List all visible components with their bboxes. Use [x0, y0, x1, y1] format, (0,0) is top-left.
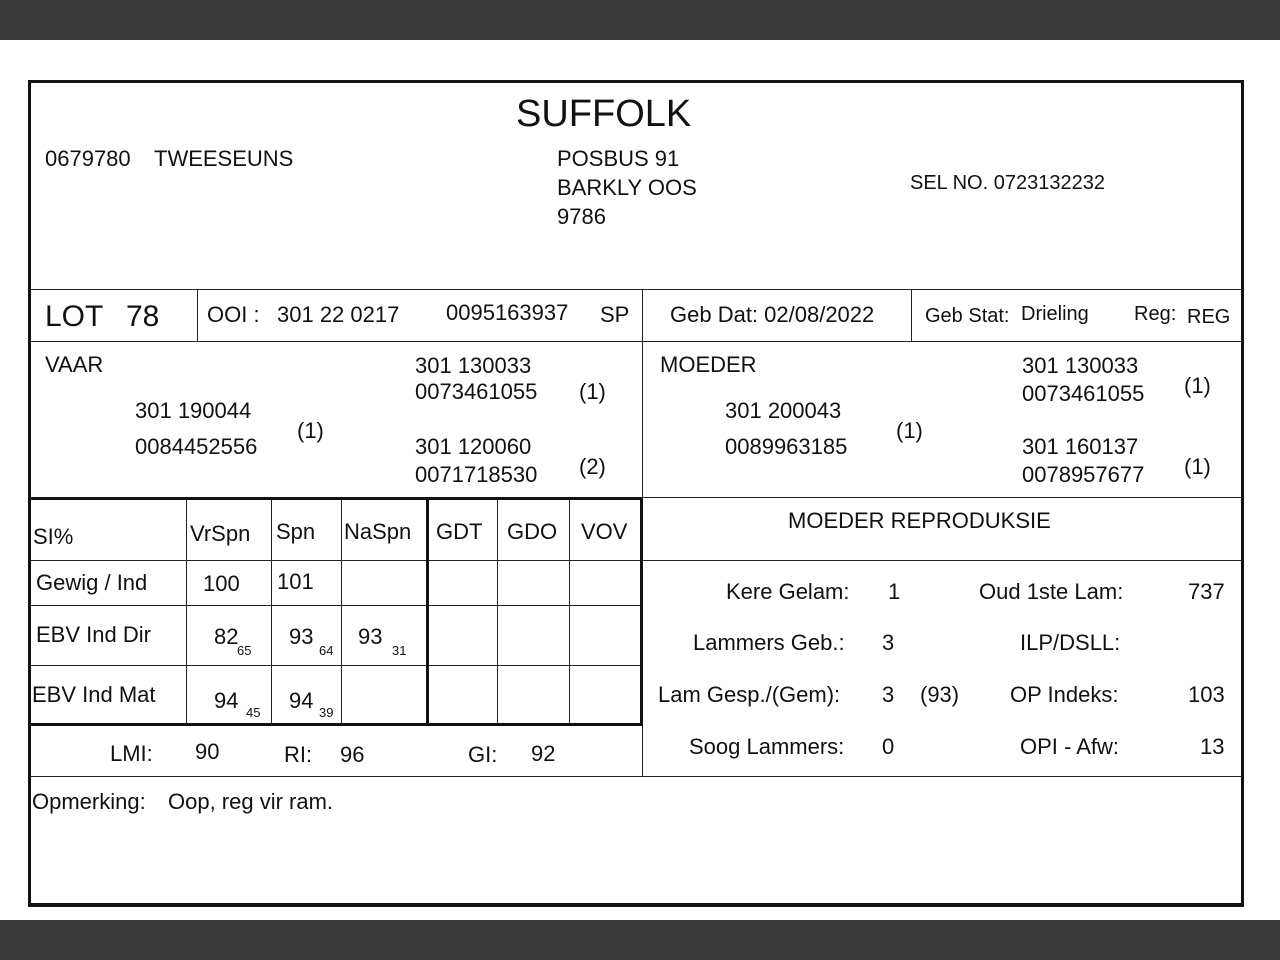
perf-col-gdo [497, 499, 498, 724]
perf-col-vrspn [186, 499, 187, 724]
ooi-label: OOI : [207, 302, 260, 327]
header-spn: Spn [276, 519, 316, 544]
repro-top [642, 497, 1241, 498]
soog-value: 0 [882, 734, 895, 759]
dam-id: 301 200043 [725, 398, 842, 423]
ebv-dir-naspn-acc: 31 [392, 643, 407, 658]
header-vov: VOV [581, 519, 628, 544]
ebv-mat-vrspn-acc: 45 [246, 705, 261, 720]
sire-id: 301 190044 [135, 398, 252, 423]
op-value: 103 [1188, 682, 1225, 707]
dam-number: 0089963185 [725, 434, 848, 459]
sire-sire-count: (1) [579, 379, 606, 404]
oud-label: Oud 1ste Lam: [979, 579, 1124, 604]
reg-label: Reg: [1134, 303, 1177, 325]
lammers-geb-value: 3 [882, 630, 895, 655]
row-label-ebv-dir: EBV Ind Dir [36, 622, 151, 647]
address-line-3: 9786 [557, 204, 606, 229]
header-si: SI% [33, 524, 74, 549]
row-label-ebv-mat: EBV Ind Mat [32, 682, 156, 707]
vaar-label: VAAR [45, 352, 104, 377]
dam-sire-number: 0073461055 [1022, 381, 1145, 406]
dam-dam-id: 301 160137 [1022, 434, 1139, 459]
lot-label: LOT [45, 300, 104, 333]
perf-row1-divider [31, 605, 642, 606]
oud-value: 737 [1188, 579, 1225, 604]
ebv-mat-spn: 94 [289, 688, 314, 713]
lmi-value: 90 [195, 739, 220, 764]
soog-label: Soog Lammers: [689, 734, 845, 759]
ebv-dir-spn-acc: 64 [319, 643, 334, 658]
divider-lot [31, 341, 1241, 342]
divider-header [31, 289, 1241, 290]
owner-name: TWEESEUNS [154, 146, 294, 171]
sire-dam-number: 0071718530 [415, 462, 538, 487]
ri-label: RI: [284, 742, 313, 767]
ilp-label: ILP/DSLL: [1020, 630, 1121, 655]
lam-gesp-gem: (93) [920, 682, 960, 707]
breed-title: SUFFOLK [516, 93, 692, 135]
sire-dam-count: (2) [579, 454, 606, 479]
lmi-label: LMI: [110, 741, 153, 766]
perf-col-gdt [426, 497, 429, 726]
perf-table-bottom [31, 723, 642, 726]
phone-number: SEL NO. 0723132232 [910, 172, 1105, 194]
divider-lot-v3 [911, 289, 912, 341]
header-gdt: GDT [436, 519, 483, 544]
birth-status-value: Drieling [1021, 303, 1089, 325]
ebv-dir-vrspn-acc: 65 [237, 643, 252, 658]
sp-label: SP [600, 302, 630, 327]
opi-label: OPI - Afw: [1020, 734, 1120, 759]
opi-value: 13 [1200, 734, 1225, 759]
kere-gelam-label: Kere Gelam: [726, 579, 850, 604]
sire-dam-id: 301 120060 [415, 434, 532, 459]
gi-value: 92 [531, 741, 556, 766]
dam-sire-id: 301 130033 [1022, 353, 1139, 378]
sire-number: 0084452556 [135, 434, 258, 459]
perf-header-divider [31, 560, 1241, 561]
header-gdo: GDO [507, 519, 558, 544]
header-naspn: NaSpn [344, 519, 412, 544]
ebv-mat-spn-acc: 39 [319, 705, 334, 720]
lot-number: 78 [126, 300, 160, 333]
birth-date: Geb Dat: 02/08/2022 [670, 302, 875, 327]
gewig-vrspn: 100 [203, 571, 240, 596]
sire-sire-id: 301 130033 [415, 353, 532, 378]
moeder-label: MOEDER [660, 352, 757, 377]
dam-sire-count: (1) [1184, 373, 1211, 398]
sire-sire-number: 0073461055 [415, 379, 538, 404]
dam-dam-number: 0078957677 [1022, 462, 1145, 487]
bottom-dark-bar [0, 920, 1280, 960]
remarks-text: Oop, reg vir ram. [168, 789, 334, 814]
perf-col-naspn [341, 499, 342, 724]
dam-dam-count: (1) [1184, 454, 1211, 479]
ri-value: 96 [340, 742, 365, 767]
divider-lot-v1 [197, 289, 198, 341]
gewig-spn: 101 [277, 569, 314, 594]
dam-count: (1) [896, 418, 923, 443]
lot-card [28, 80, 1244, 907]
address-line-1: POSBUS 91 [557, 146, 680, 171]
ebv-dir-vrspn: 82 [214, 624, 239, 649]
header-vrspn: VrSpn [190, 521, 251, 546]
op-label: OP Indeks: [1010, 682, 1119, 707]
repro-title: MOEDER REPRODUKSIE [788, 508, 1051, 533]
perf-col-vov [569, 499, 570, 724]
owner-number: 0679780 [45, 146, 131, 171]
address-line-2: BARKLY OOS [557, 175, 697, 200]
ebv-dir-spn: 93 [289, 624, 314, 649]
sire-count: (1) [297, 418, 324, 443]
ewe-reg-number: 0095163937 [446, 300, 569, 325]
lammers-geb-label: Lammers Geb.: [693, 630, 845, 655]
divider-remarks [31, 776, 1241, 777]
perf-table-top [31, 497, 642, 500]
lam-gesp-value: 3 [882, 682, 895, 707]
top-dark-bar [0, 0, 1280, 40]
ooi-id: 301 22 0217 [277, 302, 400, 327]
perf-table-right [640, 497, 643, 726]
ebv-dir-naspn: 93 [358, 624, 383, 649]
birth-status-label: Geb Stat: [925, 305, 1010, 327]
remarks-label: Opmerking: [32, 789, 146, 814]
reg-value: REG [1187, 306, 1231, 328]
row-label-gewig: Gewig / Ind [36, 570, 148, 595]
perf-row2-divider [31, 665, 642, 666]
ebv-mat-vrspn: 94 [214, 688, 239, 713]
kere-gelam-value: 1 [888, 579, 901, 604]
perf-col-spn [271, 499, 272, 724]
gi-label: GI: [468, 742, 498, 767]
lam-gesp-label: Lam Gesp./(Gem): [658, 682, 841, 707]
